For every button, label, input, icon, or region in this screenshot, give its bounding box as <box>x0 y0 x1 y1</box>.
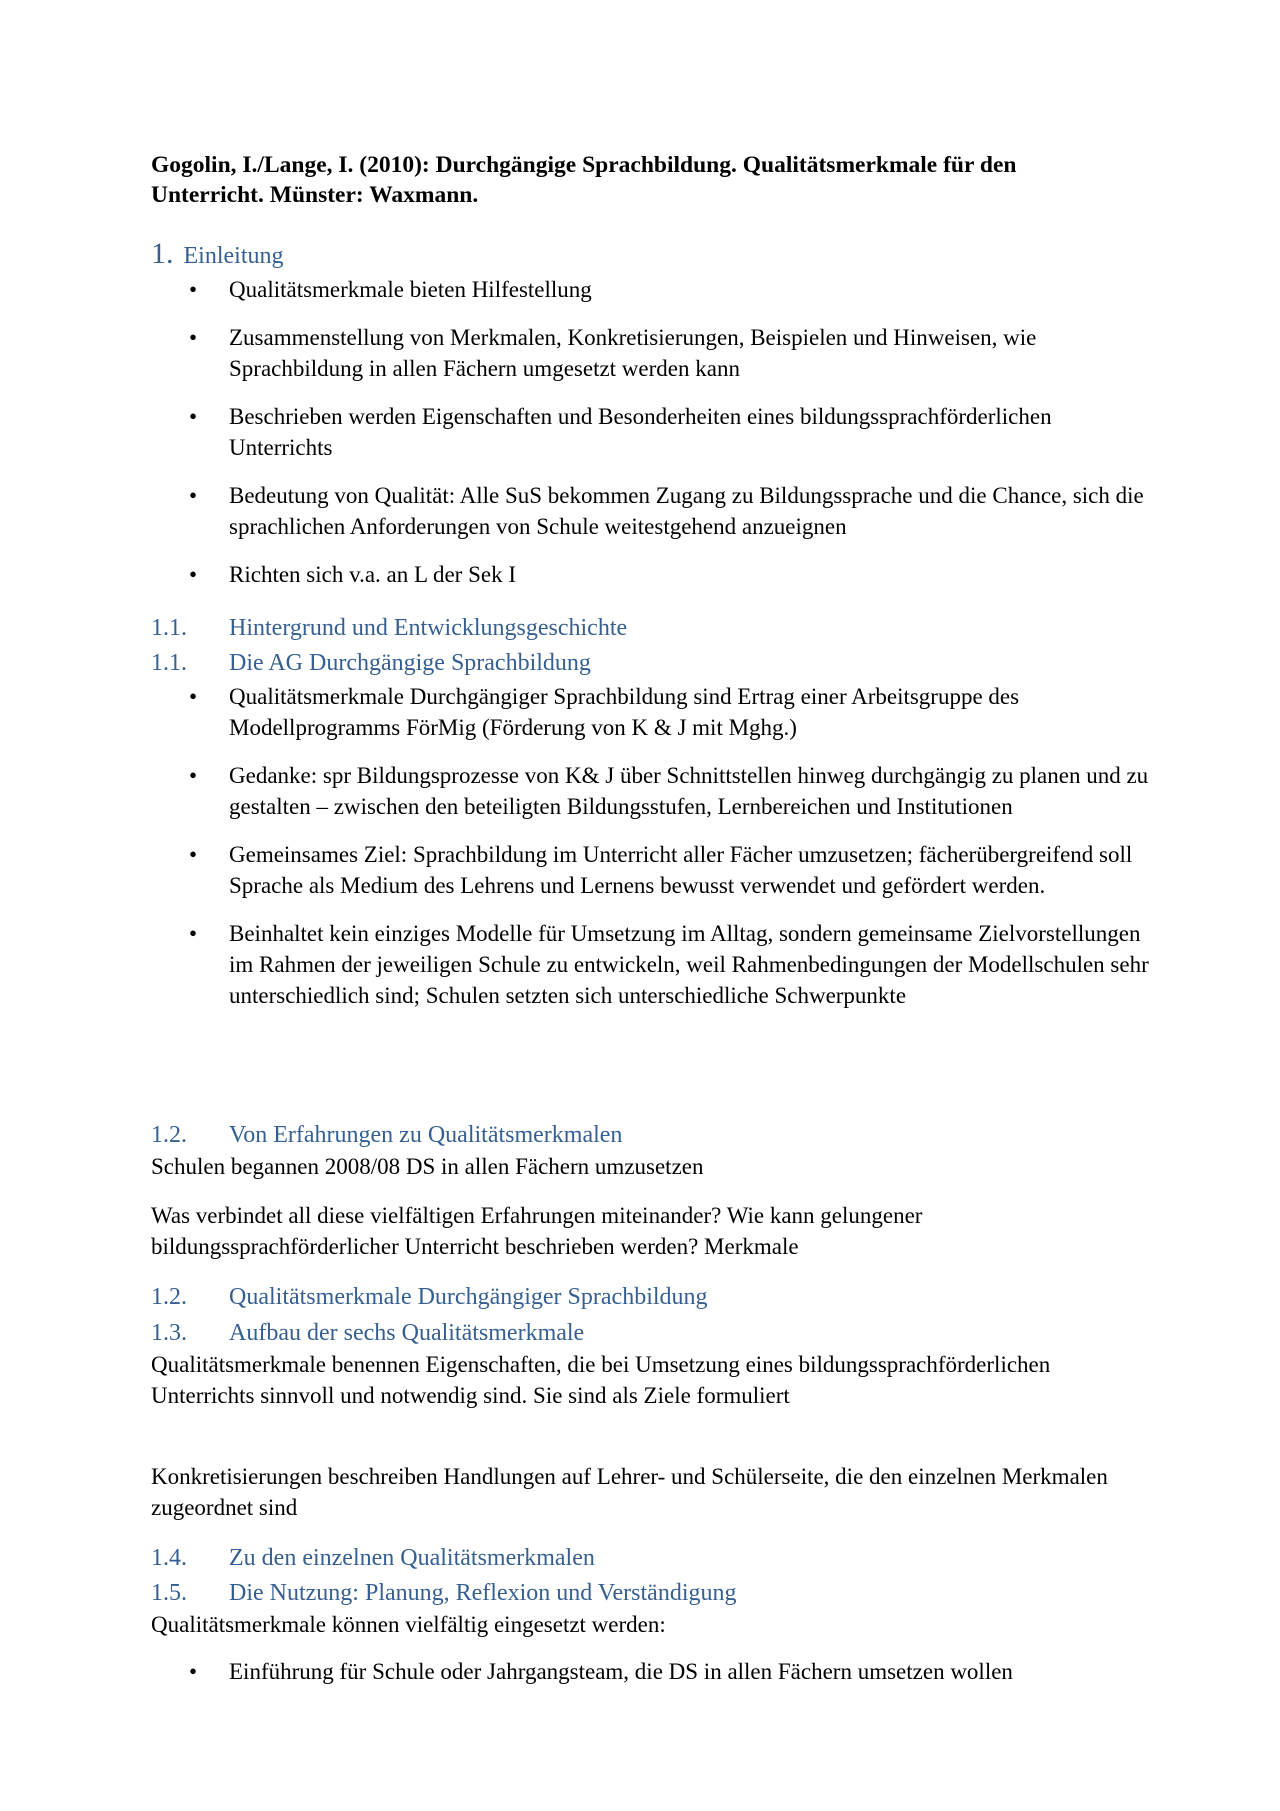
paragraph: Konkretisierungen beschreiben Handlungen auf Lehrer- und Schülerseite, die den einzelnen Merkmalen zugeordnet sind <box>151 1464 1108 1520</box>
list-item <box>151 401 1151 463</box>
bullet-icon: • <box>189 325 198 350</box>
list-item-text: Gemeinsames Ziel: Sprachbildung im Unterricht aller Fächer umzusetzen; fächerübergreifend soll Sprache als Medium des Lehrens und Lernens bewusst verwendet und gefördert werden. <box>229 842 1133 898</box>
list-item-text: Gedanke: spr Bildungsprozesse von K& J über Schnittstellen hinweg durchgängig zu planen und zu gestalten – zwischen den beteiligten Bildungsstufen, Lernbereichen und Institutionen <box>229 763 1149 819</box>
bullet-icon: • <box>189 562 198 587</box>
nutzung-list <box>151 1656 1151 1687</box>
list-item <box>151 480 1151 542</box>
subsection-title: Aufbau der sechs Qualitätsmerkmale <box>229 1320 585 1346</box>
bullet-icon: • <box>189 921 198 946</box>
subsection-number: 1.1. <box>151 615 187 641</box>
subsection-number: 1.1. <box>151 650 187 676</box>
subsection-title: Qualitätsmerkmale Durchgängiger Sprachbildung <box>229 1284 708 1310</box>
subsection-number: 1.2. <box>151 1284 187 1310</box>
bullet-icon: • <box>189 842 198 867</box>
subsection-heading-nutzung <box>151 1578 737 1608</box>
section-number: 1. <box>151 237 174 270</box>
list-item <box>151 839 1151 901</box>
list-item-text: Beschrieben werden Eigenschaften und Besonderheiten eines bildungssprachförderlichen Unterrichts <box>229 404 1052 460</box>
list-item <box>151 681 1151 743</box>
subsection-heading-aufbau <box>151 1318 584 1348</box>
subsection-number: 1.3. <box>151 1320 187 1346</box>
list-item <box>151 918 1151 1011</box>
subsection-number: 1.4. <box>151 1545 187 1571</box>
list-item-text: Richten sich v.a. an L der Sek I <box>229 562 516 587</box>
list-item-text: Einführung für Schule oder Jahrgangsteam, die DS in allen Fächern umsetzen wollen <box>229 1659 1013 1684</box>
einleitung-list <box>151 274 1151 590</box>
list-item-text: Zusammenstellung von Merkmalen, Konkretisierungen, Beispielen und Hinweisen, wie Sprachbildung in allen Fächern umgesetzt werden kann <box>229 325 1037 381</box>
bullet-icon: • <box>189 684 198 709</box>
paragraph: Was verbindet all diese vielfältigen Erfahrungen miteinander? Wie kann gelungener bildungssprachförderlicher Unterricht beschrieben werden? Merkmale <box>151 1203 923 1259</box>
list-item <box>151 322 1151 384</box>
list-item-text: Beinhaltet kein einziges Modelle für Umsetzung im Alltag, sondern gemeinsame Zielvorstellungen im Rahmen der jeweiligen Schule zu entwickeln, weil Rahmenbedingungen der Modellschulen sehr unterschiedlich sind; Schulen setzten sich unterschiedliche Schwerpunkte <box>229 921 1149 1008</box>
bullet-icon: • <box>189 483 198 508</box>
list-item-text: Qualitätsmerkmale Durchgängiger Sprachbildung sind Ertrag einer Arbeitsgruppe des Modellprogramms FörMig (Förderung von K & J mit Mghg.) <box>229 684 1020 740</box>
paragraph: Qualitätsmerkmale können vielfältig eingesetzt werden: <box>151 1612 666 1637</box>
document-title: Gogolin, I./Lange, I. (2010): Durchgängige Sprachbildung. Qualitätsmerkmale für den Unterricht. Münster: Waxmann. <box>151 152 1017 208</box>
subsection-heading-erfahrungen <box>151 1120 622 1150</box>
list-item <box>151 760 1151 822</box>
list-item-text: Qualitätsmerkmale bieten Hilfestellung <box>229 277 592 302</box>
bullet-icon: • <box>189 404 198 429</box>
section-heading-einleitung <box>151 237 283 273</box>
subsection-heading-qualitaetsmerkmale <box>151 1282 708 1312</box>
list-item <box>151 1656 1151 1687</box>
subsection-title: Zu den einzelnen Qualitätsmerkmalen <box>229 1545 595 1571</box>
subsection-title: Die Nutzung: Planung, Reflexion und Verständigung <box>229 1580 737 1606</box>
subsection-title: Die AG Durchgängige Sprachbildung <box>229 650 591 676</box>
subsection-title: Hintergrund und Entwicklungsgeschichte <box>229 615 628 641</box>
subsection-number: 1.5. <box>151 1580 187 1606</box>
subsection-title: Von Erfahrungen zu Qualitätsmerkmalen <box>229 1122 623 1148</box>
bullet-icon: • <box>189 1659 198 1684</box>
list-item-text: Bedeutung von Qualität: Alle SuS bekommen Zugang zu Bildungssprache und die Chance, sich die sprachlichen Anforderungen von Schule weitestgehend anzueignen <box>229 483 1144 539</box>
subsection-heading-ag <box>151 648 591 678</box>
subsection-heading-hintergrund <box>151 613 627 643</box>
paragraph: Qualitätsmerkmale benennen Eigenschaften, die bei Umsetzung eines bildungssprachförderlichen Unterrichts sinnvoll und notwendig sind. Sie sind als Ziele formuliert <box>151 1352 1051 1408</box>
bullet-icon: • <box>189 763 198 788</box>
bullet-icon: • <box>189 277 198 302</box>
ag-list <box>151 681 1151 1011</box>
list-item <box>151 274 1151 305</box>
subsection-number: 1.2. <box>151 1122 187 1148</box>
list-item <box>151 559 1151 590</box>
paragraph: Schulen begannen 2008/08 DS in allen Fächern umzusetzen <box>151 1154 704 1179</box>
subsection-heading-einzelne <box>151 1543 595 1573</box>
section-title: Einleitung <box>183 243 284 269</box>
